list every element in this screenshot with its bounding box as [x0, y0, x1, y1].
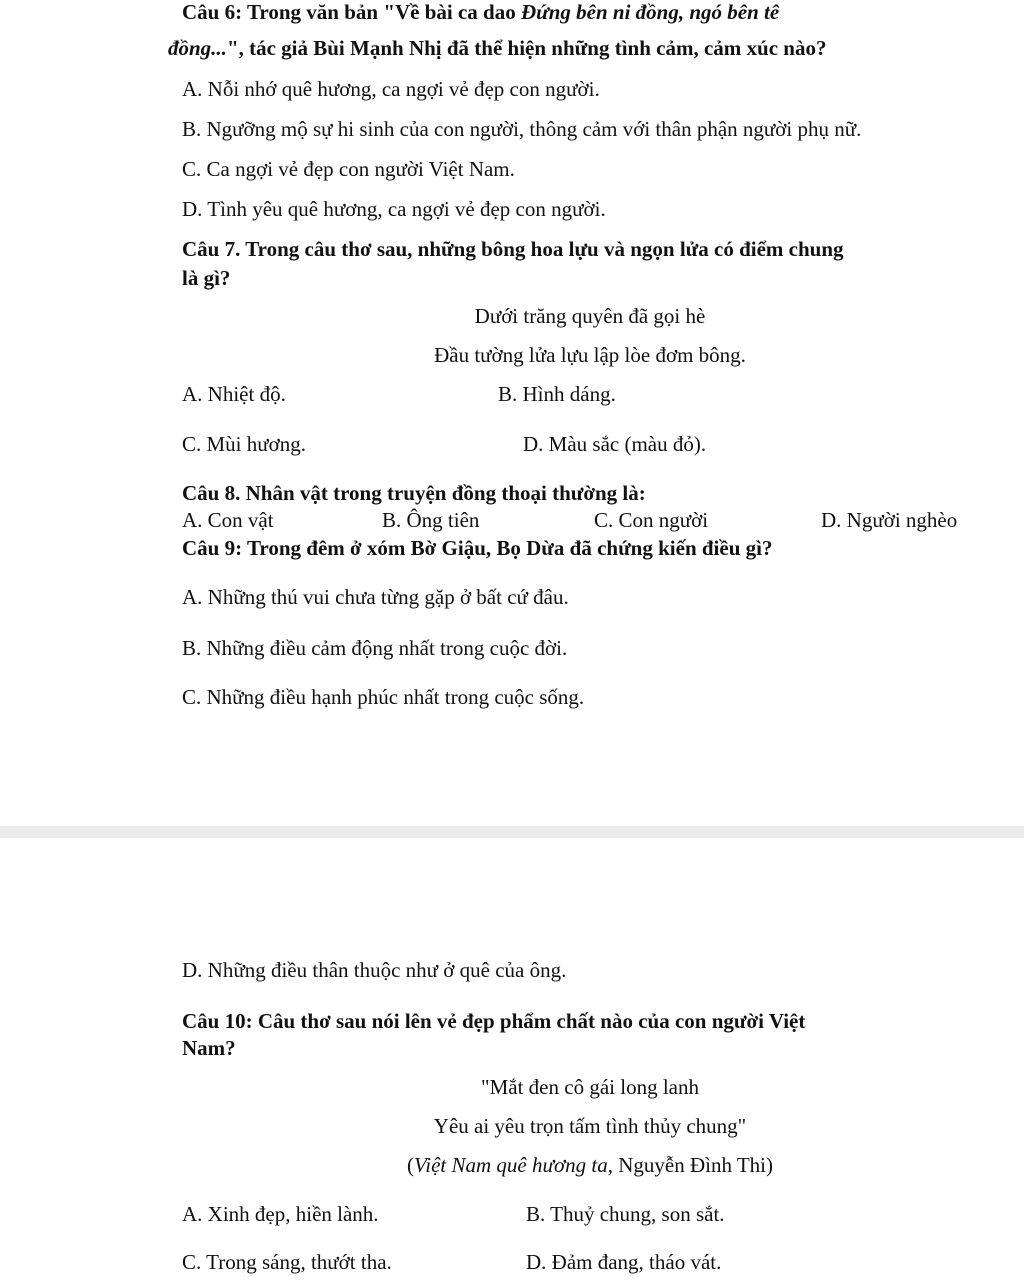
- q6-option-b: B. Ngưỡng mộ sự hi sinh của con người, thông cảm với thân phận người phụ nữ.: [182, 117, 862, 141]
- q10-option-d: D. Đảm đang, tháo vát.: [526, 1250, 722, 1274]
- q7-verse-line1: Dưới trăng quyên đã gọi hè: [474, 304, 706, 328]
- q7-title-line1: Câu 7. Trong câu thơ sau, những bông hoa lựu và ngọn lửa có điểm chung: [182, 237, 844, 261]
- q8-option-a: A. Con vật: [182, 508, 274, 532]
- q10-source: (Việt Nam quê hương ta, Nguyễn Đình Thi): [406, 1153, 773, 1177]
- q6-option-c: C. Ca ngợi vẻ đẹp con người Việt Nam.: [182, 157, 515, 181]
- q10-option-a: A. Xinh đẹp, hiền lành.: [182, 1202, 379, 1226]
- q10-option-b: B. Thuỷ chung, son sắt.: [526, 1202, 725, 1226]
- q6-option-d: D. Tình yêu quê hương, ca ngợi vẻ đẹp con người.: [182, 197, 606, 221]
- q10-title-line2: Nam?: [182, 1036, 236, 1060]
- q8-option-c: C. Con người: [594, 508, 709, 532]
- q6-title-line1: Câu 6: Trong văn bản "Về bài ca dao Đứng bên ni đồng, ngó bên tê: [182, 0, 780, 24]
- q7-verse-line2: Đầu tường lửa lựu lập lòe đơm bông.: [434, 343, 746, 367]
- q6-title-line2: đồng...", tác giả Bùi Mạnh Nhị đã thể hiện những tình cảm, cảm xúc nào?: [168, 36, 827, 60]
- q7-option-b: B. Hình dáng.: [498, 382, 616, 406]
- q10-title-line1: Câu 10: Câu thơ sau nói lên vẻ đẹp phẩm chất nào của con người Việt: [182, 1009, 806, 1033]
- q10-option-c: C. Trong sáng, thướt tha.: [182, 1250, 392, 1274]
- q10-verse-line2: Yêu ai yêu trọn tấm tình thủy chung": [433, 1114, 747, 1138]
- q9-option-c: C. Những điều hạnh phúc nhất trong cuộc sống.: [182, 685, 585, 709]
- q9-option-b: B. Những điều cảm động nhất trong cuộc đời.: [182, 636, 568, 660]
- q10-verse-line1: "Mắt đen cô gái long lanh: [481, 1075, 699, 1099]
- page-divider: [0, 826, 1024, 838]
- q9-option-a: A. Những thú vui chưa từng gặp ở bất cứ đâu.: [182, 585, 569, 609]
- q7-title-line2: là gì?: [182, 266, 231, 290]
- q7-option-d: D. Màu sắc (màu đỏ).: [523, 432, 707, 456]
- q7-option-c: C. Mùi hương.: [182, 432, 307, 456]
- q6-option-a: A. Nỗi nhớ quê hương, ca ngợi vẻ đẹp con người.: [182, 77, 600, 101]
- page-bottom: [0, 838, 1024, 1280]
- q9-option-d: D. Những điều thân thuộc như ở quê của ông.: [182, 958, 567, 982]
- q9-title: Câu 9: Trong đêm ở xóm Bờ Giậu, Bọ Dừa đã chứng kiến điều gì?: [182, 536, 773, 560]
- q8-option-d: D. Người nghèo: [821, 508, 958, 532]
- q7-option-a: A. Nhiệt độ.: [182, 382, 286, 406]
- q8-title: Câu 8. Nhân vật trong truyện đồng thoại thường là:: [182, 481, 646, 505]
- q8-option-b: B. Ông tiên: [382, 508, 480, 532]
